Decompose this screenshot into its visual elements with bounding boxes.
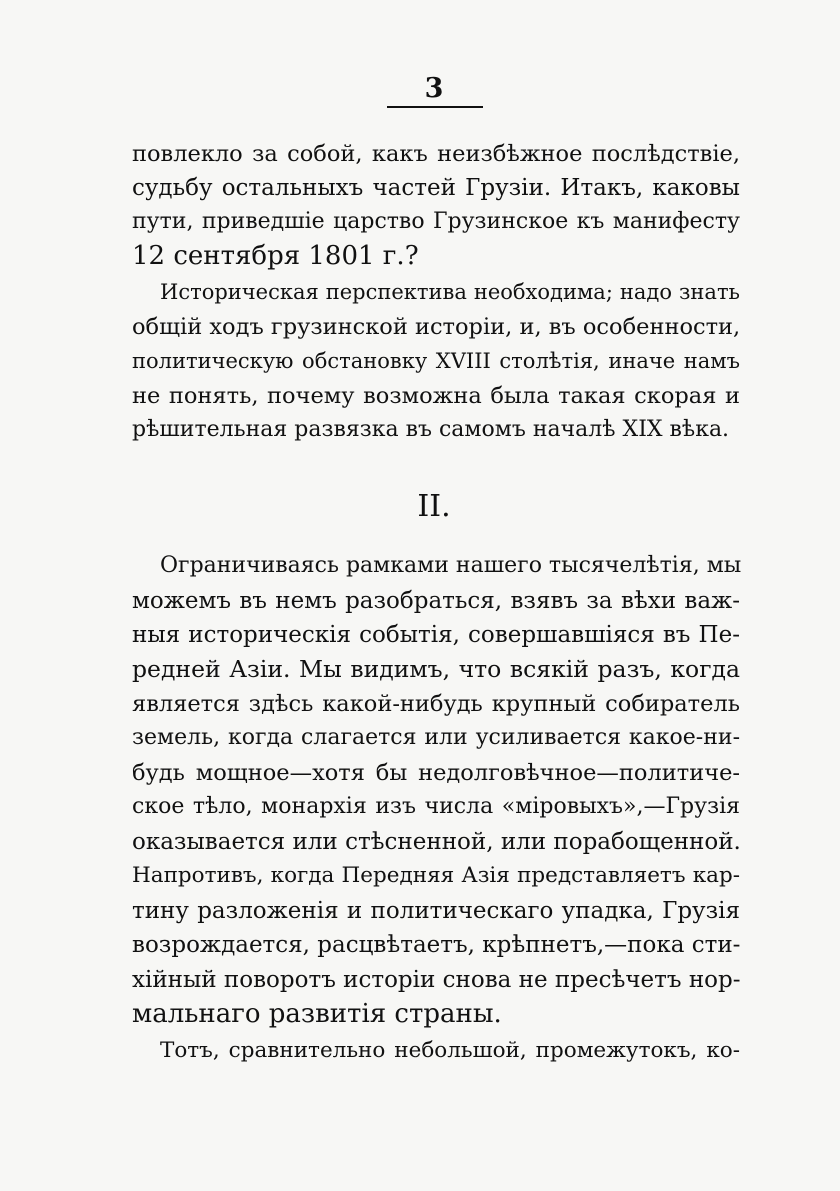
paragraph-3-line-10: Напротивъ, когда Передняя Азія представляетъ кар- [132,863,740,888]
paragraph-3-line-14: мальнаго развитія страны. [132,999,502,1029]
paragraph-4-line-1: Тотъ, сравнительно небольшой, промежутокъ, ко- [160,1038,740,1063]
paragraph-2-line-2: общій ходъ грузинской исторіи, и, въ особенности, [132,314,741,340]
paragraph-3-line-13: хійный поворотъ исторіи снова не пресѣчетъ нор- [132,967,741,993]
paragraph-3-line-1: Ограничиваясь рамками нашего тысячелѣтія, мы [160,553,742,578]
paragraph-3-line-5: является здѣсь какой-нибудь крупный собиратель [132,691,740,717]
paragraph-2-line-5: рѣшительная развязка въ самомъ началѣ XIX вѣка. [132,417,730,442]
paragraph-1-line-1: повлекло за собой, какъ неизбѣжное послѣдствіе, [132,141,740,167]
paragraph-2-line-1: Историческая перспектива необходима; надо знать [160,280,740,304]
paragraph-3-line-9: оказывается или стѣсненной, или порабощенной. [132,829,741,855]
paragraph-3-line-4: редней Азіи. Мы видимъ, что всякій разъ, когда [132,655,740,683]
section-heading: II. [417,489,451,524]
page-number: 3 [424,73,444,104]
paragraph-2-line-3: политическую обстановку XVIII столѣтія, иначе намъ [132,349,740,373]
paragraph-3-line-2: можемъ въ немъ разобраться, взявъ за вѣхи важ- [132,588,740,614]
paragraph-1-line-4: 12 сентября 1801 г.? [132,241,419,271]
paragraph-3-line-8: ское тѣло, монархія изъ числа «міровыхъ»,—Грузія [132,794,740,819]
header-rule [387,106,483,108]
paragraph-2-line-4: не понять, почему возможна была такая скорая и [132,383,740,409]
paragraph-3-line-7: будь мощное—хотя бы недолговѣчное—политиче- [132,760,740,786]
paragraph-1-line-2: судьбу остальныхъ частей Грузіи. Итакъ, каковы [132,175,740,201]
paragraph-3-line-11: тину разложенія и политическаго упадка, Грузія [132,898,740,924]
paragraph-3-line-6: земель, когда слагается или усиливается какое-ни- [132,725,740,750]
paragraph-3-line-3: ныя историческія событія, совершавшіяся въ Пе- [132,622,740,648]
paragraph-3-line-12: возрождается, расцвѣтаетъ, крѣпнетъ,—пока сти- [132,932,741,958]
paragraph-1-line-3: пути, приведшіе царство Грузинское къ манифесту [132,209,740,234]
